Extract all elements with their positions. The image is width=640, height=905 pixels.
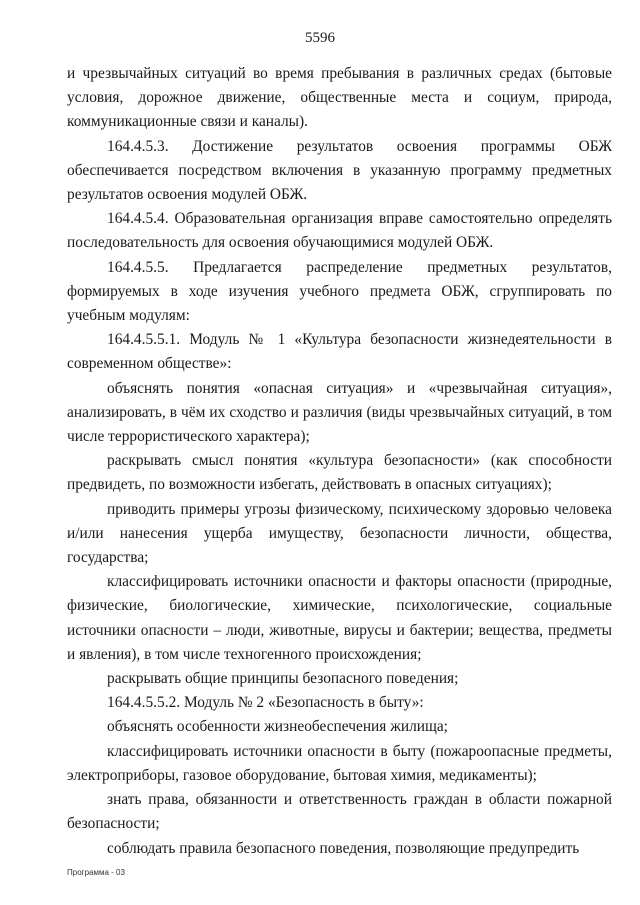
paragraph-164-4-5-3: 164.4.5.3. Достижение результатов освоения программы ОБЖ обеспечивается посредством включения в указанную программу предметных результатов освоения модулей ОБЖ.: [67, 137, 612, 204]
paragraph-item: классифицировать источники опасности в быту (пожароопасные предметы, электроприборы, газовое оборудование, бытовая химия, медикаменты);: [67, 742, 612, 784]
paragraph-164-4-5-4: 164.4.5.4. Образовательная организация вправе самостоятельно определять последовательность для освоения обучающимися модулей ОБЖ.: [67, 210, 612, 252]
paragraph-item: классифицировать источники опасности и факторы опасности (природные, физические, биологические, химические, психологические, социальные источники опасности – люди, животные, вирусы и бактерии; вещества, предметы и явления), в том числе техногенного происхождения;: [67, 573, 612, 663]
page-number: 5596: [305, 30, 335, 46]
paragraph-item: объяснять особенности жизнеобеспечения жилища;: [107, 718, 448, 736]
paragraph-continuation: и чрезвычайных ситуаций во время пребывания в различных средах (бытовые условия, дорожное движение, общественные места и социум, природа, коммуникационные связи и каналы).: [67, 65, 612, 131]
paragraph-item: приводить примеры угрозы физическому, психическому здоровью человека и/или нанесения ущерба имуществу, безопасности личности, общества, государства;: [67, 500, 612, 567]
document-body: [67, 62, 612, 861]
paragraph-module-2-heading: 164.4.5.5.2. Модуль № 2 «Безопасность в быту»:: [107, 694, 424, 712]
paragraph-164-4-5-5: 164.4.5.5. Предлагается распределение предметных результатов, формируемых в ходе изучения учебного предмета ОБЖ, сгруппировать по учебным модулям:: [67, 258, 612, 325]
paragraph-item: раскрывать общие принципы безопасного поведения;: [107, 670, 459, 688]
paragraph-item: объяснять понятия «опасная ситуация» и «чрезвычайная ситуация», анализировать, в чём их сходство и различия (виды чрезвычайных ситуаций, в том числе террористического характера);: [67, 379, 612, 446]
paragraph-module-1-heading: 164.4.5.5.1. Модуль № 1 «Культура безопасности жизнедеятельности в современном обществе»:: [67, 331, 612, 373]
paragraph-item: знать права, обязанности и ответственность граждан в области пожарной безопасности;: [67, 791, 612, 833]
paragraph-item: соблюдать правила безопасного поведения, позволяющие предупредить: [107, 839, 580, 857]
footer-label: Программа - 03: [67, 868, 125, 877]
paragraph-item: раскрывать смысл понятия «культура безопасности» (как способности предвидеть, по возможности избегать, действовать в опасных ситуациях);: [67, 452, 612, 494]
